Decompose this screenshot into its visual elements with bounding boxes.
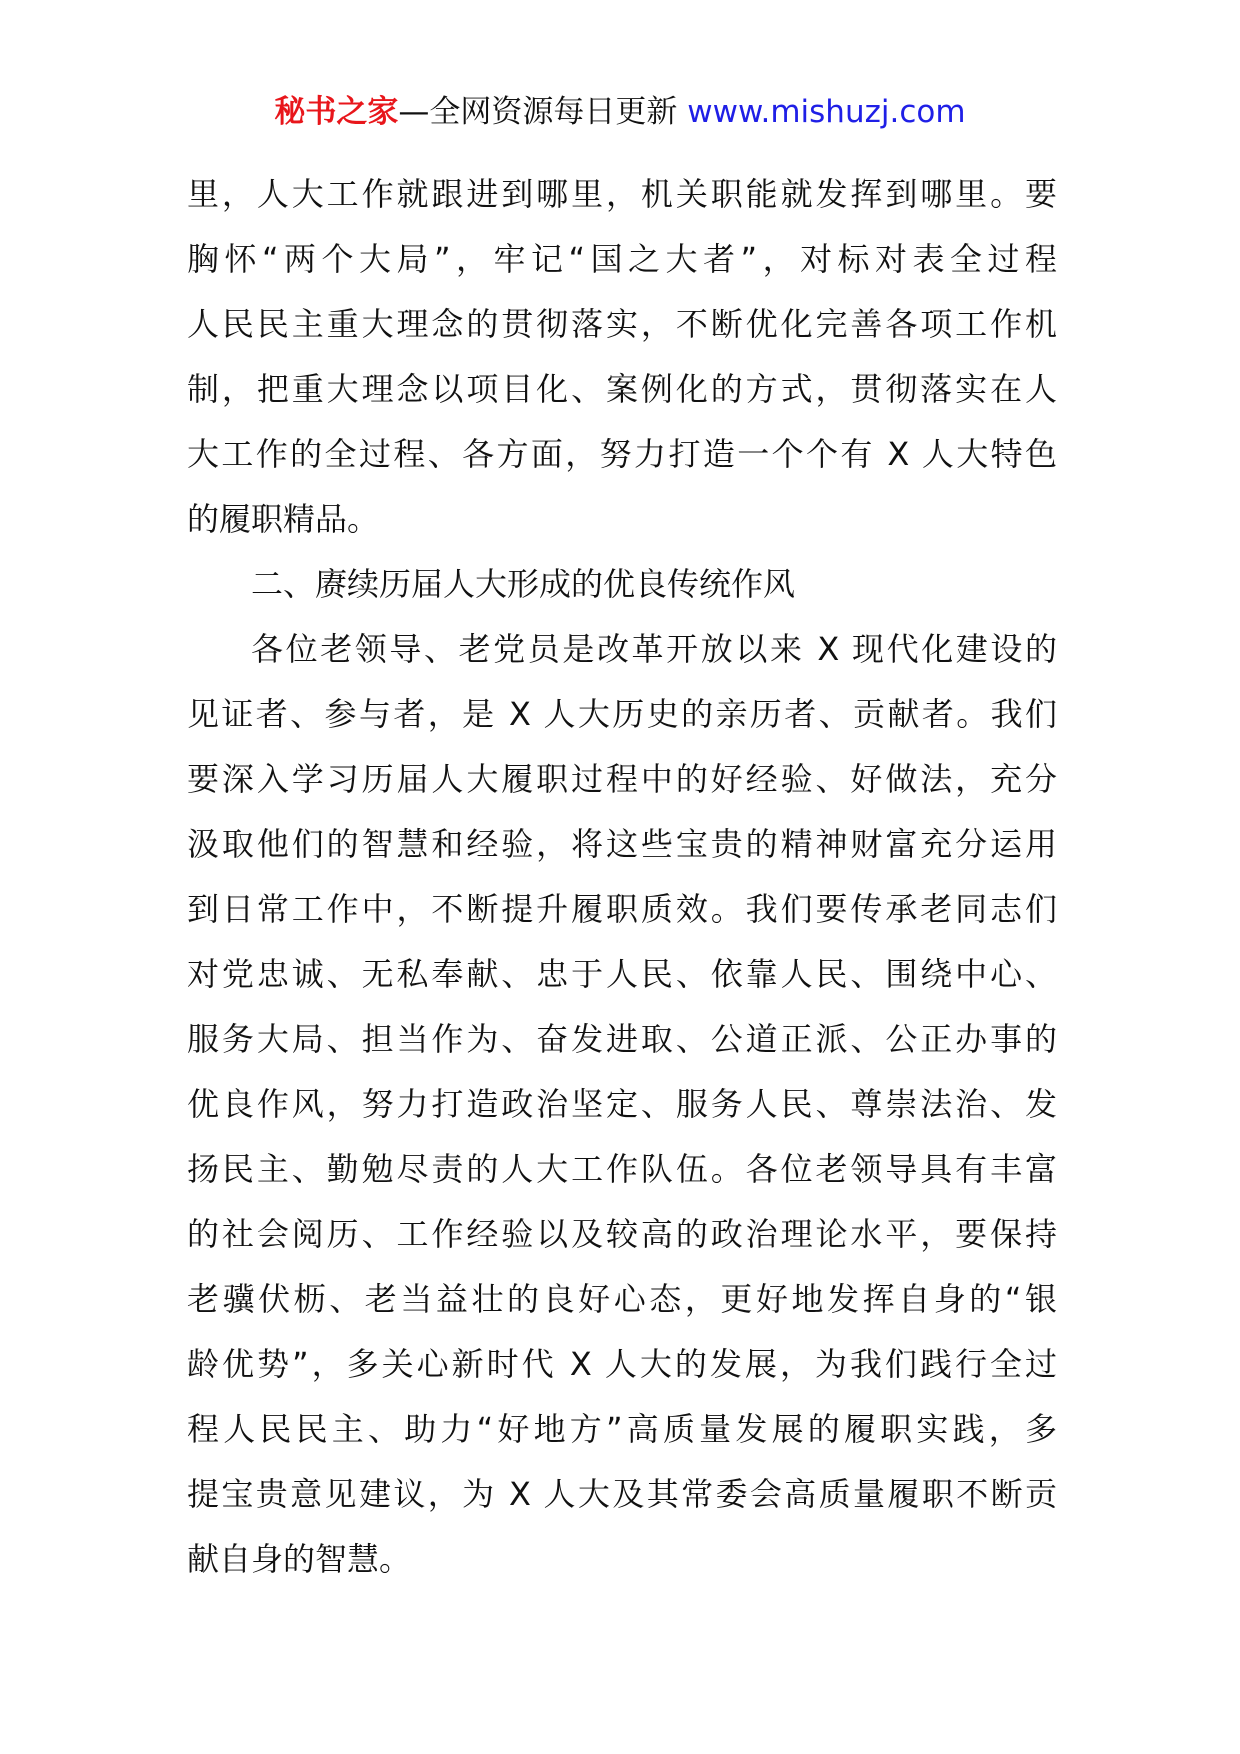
body-text-line: 要深入学习历届人大履职过程中的好经验、好做法，充分 — [187, 760, 1057, 798]
body-text-line: 的社会阅历、工作经验以及较高的政治理论水平，要保持 — [187, 1215, 1057, 1253]
body-text-line: 程人民民主、助力“好地方”高质量发展的履职实践，多 — [187, 1410, 1057, 1448]
body-text-line: 大工作的全过程、各方面，努力打造一个个有 X 人大特色 — [187, 435, 1057, 473]
section-heading: 二、赓续历届人大形成的优良传统作风 — [251, 565, 796, 603]
body-text-line: 见证者、参与者，是 X 人大历史的亲历者、贡献者。我们 — [187, 695, 1057, 733]
body-text-line: 服务大局、担当作为、奋发进取、公道正派、公正办事的 — [187, 1020, 1057, 1058]
body-text-line: 制，把重大理念以项目化、案例化的方式，贯彻落实在人 — [187, 370, 1057, 408]
body-text-line: 汲取他们的智慧和经验，将这些宝贵的精神财富充分运用 — [187, 825, 1057, 863]
body-text-line: 献自身的智慧。 — [187, 1540, 412, 1578]
header-brand: 秘书之家 — [274, 94, 399, 130]
body-text-line: 的履职精品。 — [187, 500, 380, 538]
body-text-line: 到日常工作中，不断提升履职质效。我们要传承老同志们 — [187, 890, 1057, 928]
body-text-line: 扬民主、勤勉尽责的人大工作队伍。各位老领导具有丰富 — [187, 1150, 1057, 1188]
body-text-line: 各位老领导、老党员是改革开放以来 X 现代化建设的 — [251, 630, 1057, 668]
body-text-line: 里，人大工作就跟进到哪里，机关职能就发挥到哪里。要 — [187, 175, 1057, 213]
body-text-line: 人民民主重大理念的贯彻落实，不断优化完善各项工作机 — [187, 305, 1057, 343]
body-text-line: 老骥伏枥、老当益壮的良好心态，更好地发挥自身的“银 — [187, 1280, 1057, 1318]
document-body — [187, 162, 1057, 1592]
body-text-line: 龄优势”，多关心新时代 X 人大的发展，为我们践行全过 — [187, 1345, 1057, 1383]
page-header — [0, 92, 1240, 132]
body-text-line: 胸怀“两个大局”，牢记“国之大者”，对标对表全过程 — [187, 240, 1057, 278]
body-text-line: 优良作风，努力打造政治坚定、服务人民、尊崇法治、发 — [187, 1085, 1057, 1123]
body-text-line: 提宝贵意见建议，为 X 人大及其常委会高质量履职不断贡 — [187, 1475, 1057, 1513]
header-site-link[interactable]: www.mishuzj.com — [677, 94, 966, 130]
header-tagline: —全网资源每日更新 — [398, 94, 678, 130]
body-text-line: 对党忠诚、无私奉献、忠于人民、依靠人民、围绕中心、 — [187, 955, 1057, 993]
